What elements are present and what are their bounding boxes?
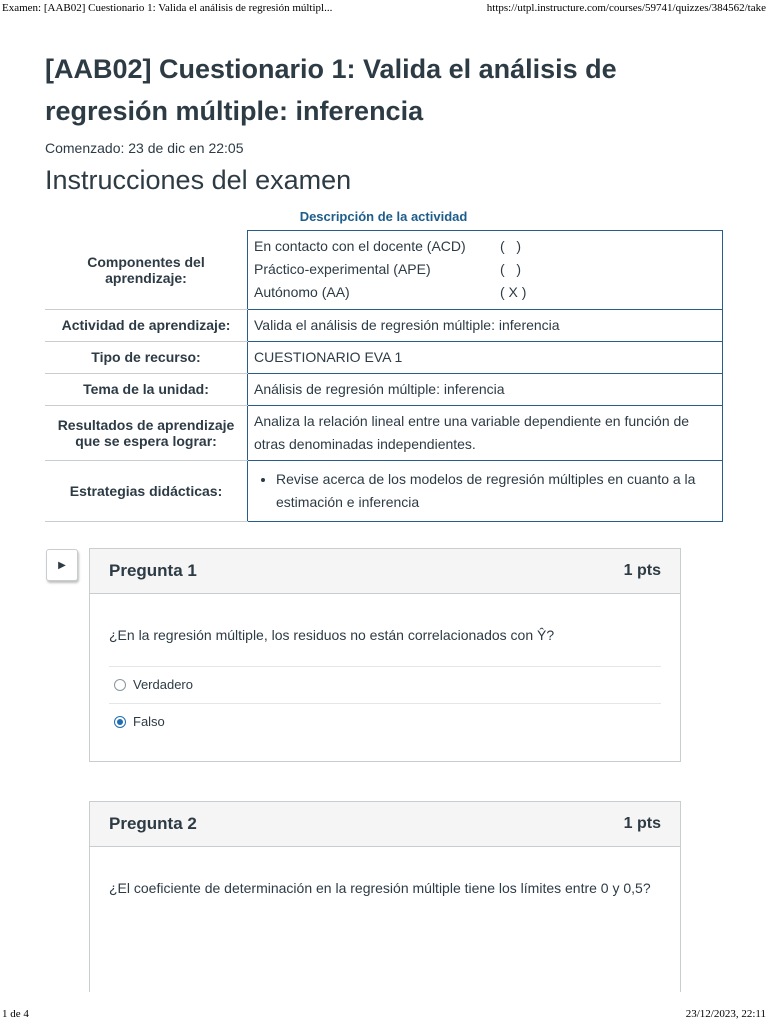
row-label: Resultados de aprendizaje que se espera lograr:	[45, 405, 248, 460]
page-counter: 1 de 4	[2, 1008, 29, 1020]
answer-list	[109, 666, 661, 740]
question-header	[90, 802, 680, 847]
answer-option-falso[interactable]	[109, 703, 661, 740]
print-datetime: 23/12/2023, 22:11	[685, 1008, 766, 1020]
row-value: CUESTIONARIO EVA 1	[248, 341, 723, 373]
play-triangle-icon: ▶	[58, 559, 66, 571]
question-header	[90, 549, 680, 594]
answer-option-verdadero[interactable]	[109, 666, 661, 703]
list-item	[254, 235, 716, 258]
table-row	[45, 405, 723, 460]
activity-table	[45, 230, 723, 522]
instructions-heading: Instrucciones del examen	[45, 165, 352, 195]
question-body	[90, 594, 680, 740]
question-1	[89, 548, 681, 762]
question-text: ¿El coeficiente de determinación en la regresión múltiple tiene los límites entre 0 y 0,5?	[109, 880, 651, 896]
component-mark: ( )	[500, 261, 521, 278]
print-header-title: Examen: [AAB02] Cuestionario 1: Valida el análisis de regresión múltipl...	[2, 2, 333, 14]
activity-caption: Descripción de la actividad	[299, 209, 468, 224]
print-footer	[0, 1006, 768, 1024]
strategies-label: Estrategias didácticas:	[45, 460, 248, 521]
row-label: Actividad de aprendizaje:	[45, 309, 248, 341]
row-value: Analiza la relación lineal entre una variable dependiente en función de otras denominadas independientes.	[248, 405, 723, 460]
radio-unchecked-icon[interactable]	[114, 679, 126, 691]
list-item	[254, 258, 716, 281]
question-body	[90, 847, 680, 899]
row-label: Tipo de recurso:	[45, 341, 248, 373]
question-points: 1 pts	[623, 815, 661, 832]
components-label: Componentes del aprendizaje:	[45, 231, 248, 310]
components-cell	[248, 231, 723, 310]
answer-label: Verdadero	[133, 677, 193, 692]
radio-checked-icon[interactable]	[114, 716, 126, 728]
question-text: ¿En la regresión múltiple, los residuos no están correlacionados con Ŷ?	[109, 627, 555, 643]
row-value: Valida el análisis de regresión múltiple: inferencia	[248, 309, 723, 341]
list-item	[254, 281, 716, 304]
table-row	[45, 373, 723, 405]
component-name: Autónomo (AA)	[254, 284, 350, 301]
table-row	[45, 341, 723, 373]
quiz-header	[45, 48, 723, 196]
row-value: Análisis de regresión múltiple: inferencia	[248, 373, 723, 405]
question-2	[89, 801, 681, 992]
component-name: Práctico-experimental (APE)	[254, 261, 431, 278]
started-timestamp: Comenzado: 23 de dic en 22:05	[45, 140, 244, 156]
table-row	[45, 309, 723, 341]
row-label: Tema de la unidad:	[45, 373, 248, 405]
strategies-list	[254, 468, 716, 514]
question-title: Pregunta 1	[109, 561, 197, 580]
answer-label: Falso	[133, 714, 165, 729]
component-mark: ( )	[500, 238, 521, 255]
page-title: [AAB02] Cuestionario 1: Valida el análisis de regresión múltiple: inferencia	[45, 54, 617, 126]
list-item: • Revise acerca de los modelos de regresión múltiples en cuanto a la estimación e inferencia	[276, 468, 716, 514]
print-header	[0, 0, 768, 18]
strategies-cell	[248, 460, 723, 521]
print-header-url: https://utpl.instructure.com/courses/59741/quizzes/384562/take	[486, 2, 766, 14]
question-nav-toggle-button[interactable]	[46, 549, 78, 581]
table-row	[45, 460, 723, 521]
component-name: En contacto con el docente (ACD)	[254, 238, 466, 255]
question-points: 1 pts	[623, 562, 661, 579]
component-mark: ( X )	[500, 284, 527, 301]
question-title: Pregunta 2	[109, 814, 197, 833]
table-row	[45, 231, 723, 310]
